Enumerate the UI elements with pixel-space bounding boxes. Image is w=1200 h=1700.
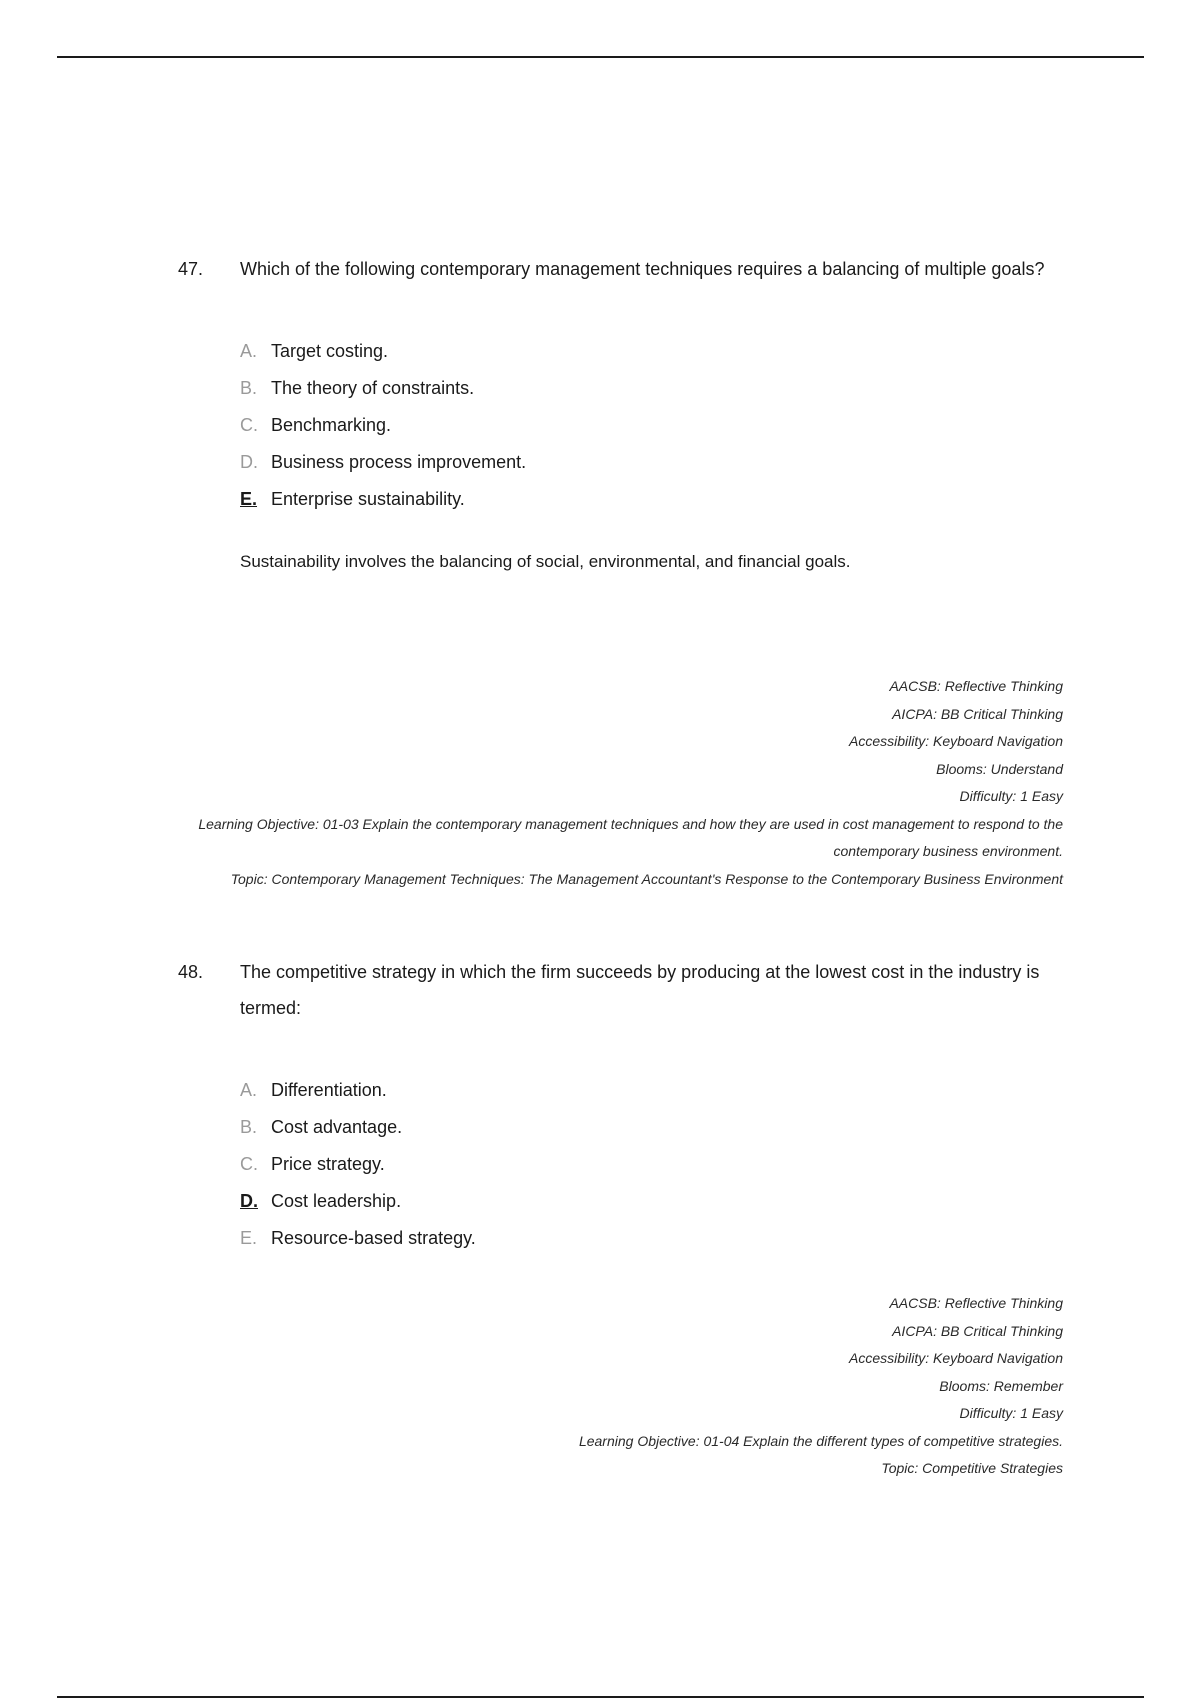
- option-text: Benchmarking.: [271, 415, 392, 435]
- answer-options: [240, 341, 1200, 526]
- question-48-metadata: [163, 1290, 1063, 1483]
- meta-accessibility: Accessibility: Keyboard Navigation: [849, 733, 1063, 749]
- option-letter: A.: [240, 341, 258, 361]
- answer-explanation: Sustainability involves the balancing of social, environmental, and financial goals.: [240, 552, 851, 571]
- option-d-correct[interactable]: [240, 1191, 1200, 1228]
- meta-difficulty: Difficulty: 1 Easy: [959, 788, 1063, 804]
- meta-aacsb: AACSB: Reflective Thinking: [889, 678, 1063, 694]
- option-letter: C.: [240, 415, 258, 435]
- option-a[interactable]: [240, 341, 1200, 378]
- meta-aacsb: AACSB: Reflective Thinking: [889, 1295, 1063, 1311]
- option-e[interactable]: [240, 1228, 1200, 1265]
- option-text: Target costing.: [271, 341, 389, 361]
- bottom-rule: [57, 1696, 1144, 1698]
- question-number: 48.: [178, 962, 204, 982]
- option-letter: E.: [240, 489, 258, 509]
- question-47-metadata: [163, 673, 1063, 893]
- option-text: Price strategy.: [271, 1154, 385, 1174]
- option-text: Resource-based strategy.: [271, 1228, 476, 1248]
- option-b[interactable]: [240, 378, 1200, 415]
- meta-blooms: Blooms: Understand: [936, 760, 1063, 777]
- option-letter: D.: [240, 1191, 258, 1211]
- meta-topic: Topic: Contemporary Management Techniques: The Management Accountant's Response to the Contemporary Business Environment: [230, 870, 1063, 887]
- option-c[interactable]: [240, 415, 1200, 452]
- answer-options: [240, 1080, 1200, 1265]
- meta-accessibility: Accessibility: Keyboard Navigation: [849, 1350, 1063, 1366]
- option-letter: B.: [240, 1117, 258, 1137]
- question-header: [0, 251, 1200, 287]
- option-b[interactable]: [240, 1117, 1200, 1154]
- option-letter: E.: [240, 1228, 258, 1248]
- question-number: 47.: [178, 259, 204, 279]
- question-47: [0, 251, 1200, 574]
- meta-aicpa: AICPA: BB Critical Thinking: [892, 705, 1063, 722]
- option-text: Cost advantage.: [271, 1117, 403, 1137]
- option-text: Business process improvement.: [271, 452, 527, 472]
- option-text: Differentiation.: [271, 1080, 387, 1100]
- question-header: [0, 954, 1200, 1026]
- meta-learning-objective: Learning Objective: 01-04 Explain the different types of competitive strategies.: [578, 1432, 1063, 1449]
- question-text: Which of the following contemporary management techniques requires a balancing of multiple goals?: [240, 259, 1045, 279]
- option-text: Enterprise sustainability.: [271, 489, 465, 509]
- option-a[interactable]: [240, 1080, 1200, 1117]
- option-e-correct[interactable]: [240, 489, 1200, 526]
- meta-topic: Topic: Competitive Strategies: [881, 1460, 1063, 1476]
- option-text: Cost leadership.: [271, 1191, 402, 1211]
- option-letter: A.: [240, 1080, 258, 1100]
- option-letter: D.: [240, 452, 258, 472]
- option-c[interactable]: [240, 1154, 1200, 1191]
- meta-difficulty: Difficulty: 1 Easy: [959, 1405, 1063, 1421]
- option-letter: B.: [240, 378, 258, 398]
- option-text: The theory of constraints.: [271, 378, 475, 398]
- meta-aicpa: AICPA: BB Critical Thinking: [892, 1322, 1063, 1339]
- question-48: [0, 954, 1200, 1265]
- option-letter: C.: [240, 1154, 258, 1174]
- meta-blooms: Blooms: Remember: [939, 1377, 1063, 1394]
- top-rule: [57, 56, 1144, 58]
- meta-learning-objective: Learning Objective: 01-03 Explain the contemporary management techniques and how they are used in cost management to respond to the contemporary business environment.: [198, 815, 1063, 859]
- option-d[interactable]: [240, 452, 1200, 489]
- question-text: The competitive strategy in which the firm succeeds by producing at the lowest cost in the industry is termed:: [240, 962, 1040, 1018]
